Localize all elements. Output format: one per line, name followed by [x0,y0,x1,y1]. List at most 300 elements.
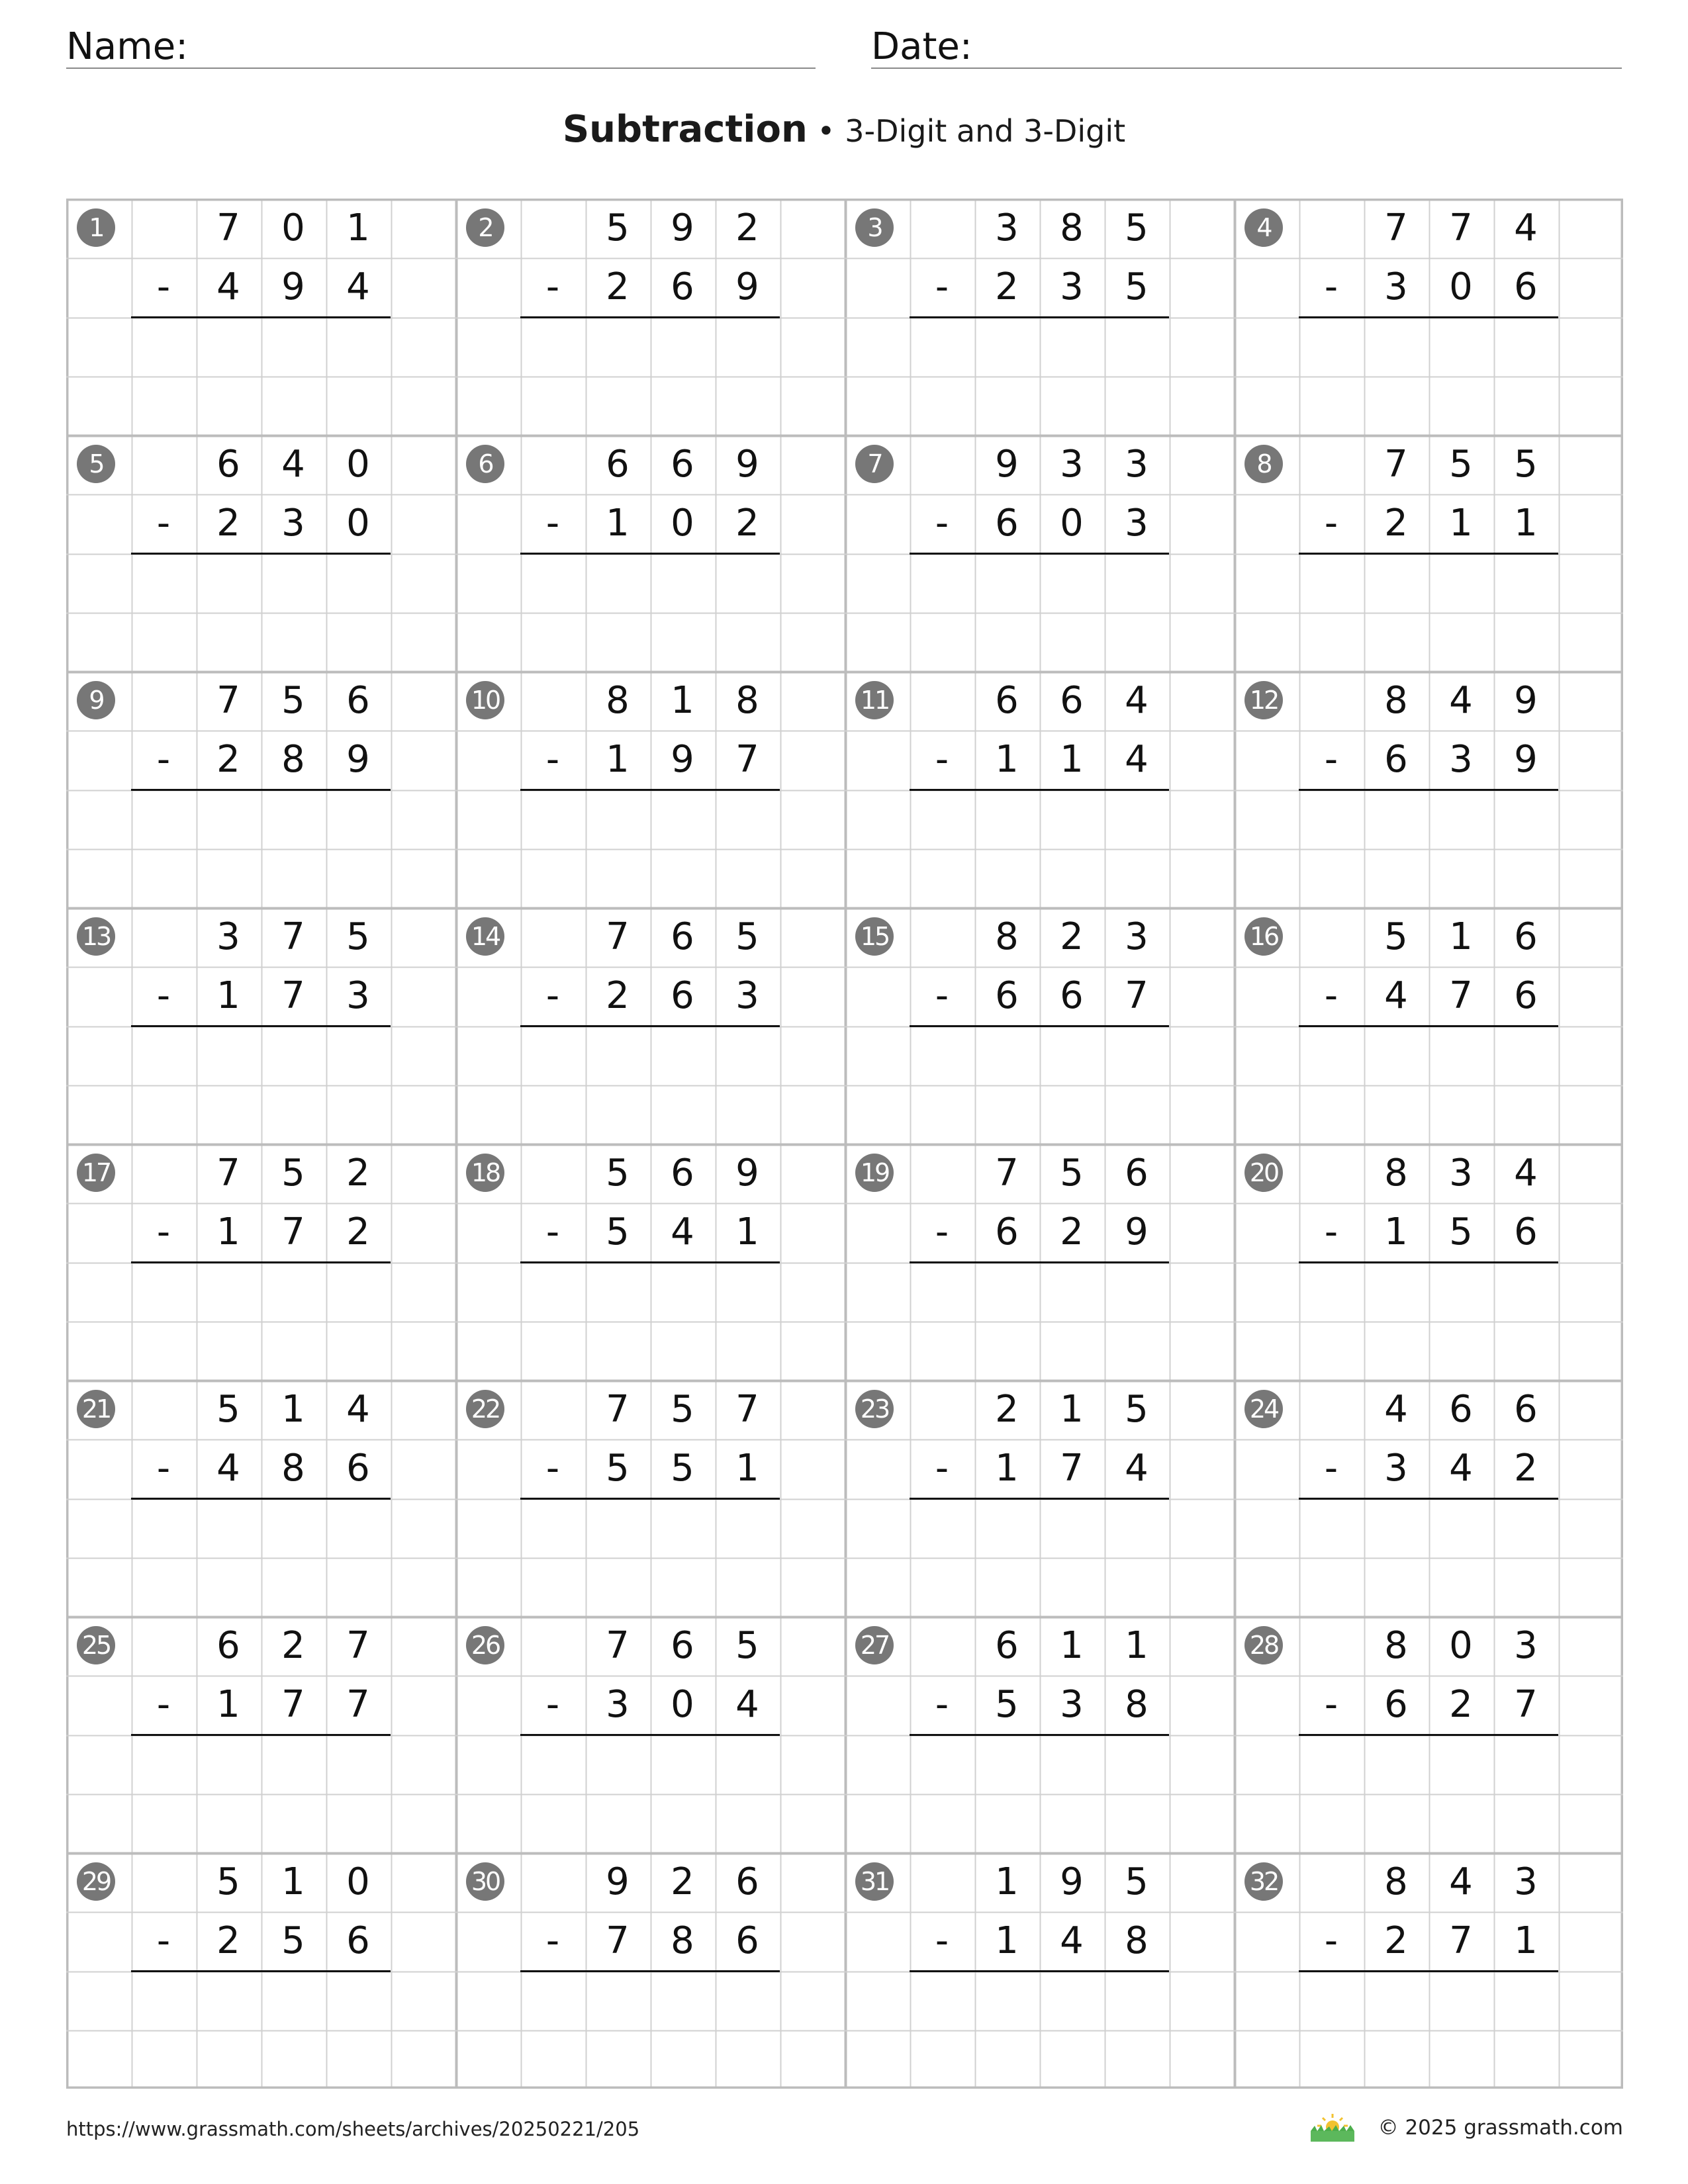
problem-number-badge: 12 [1244,681,1283,719]
minuend-digit: 6 [735,1860,759,1903]
minuend-digit: 6 [1060,679,1084,722]
subtrahend-digit: 9 [346,738,370,782]
minus-sign: - [545,265,560,309]
subtrahend-digit: 7 [281,1683,305,1727]
subtrahend-digit: 3 [1384,1447,1408,1490]
minuend-digit: 0 [281,206,305,250]
minuend-digit: 2 [281,1624,305,1667]
answer-area[interactable] [131,791,391,907]
minuend-digit: 8 [1060,206,1084,250]
grass-sun-icon [1309,2113,1356,2143]
subtrahend-digit: 6 [671,974,694,1018]
subtrahend-digit: 4 [735,1683,759,1727]
footer-copyright: © 2025 grassmath.com [1378,2116,1623,2140]
problem-number-badge: 30 [466,1862,504,1901]
minuend-digit: 3 [1514,1624,1538,1667]
subtrahend-digit: 1 [1449,502,1473,545]
subtrahend-digit: 2 [1060,1210,1084,1254]
name-label: Name: [66,25,189,68]
minuend-digit: 2 [1060,915,1084,958]
minuend-digit: 9 [606,1860,630,1903]
subtrahend-digit: 1 [606,502,630,545]
minuend-digit: 1 [346,206,370,250]
minuend-digit: 1 [1060,1624,1084,1667]
answer-area[interactable] [520,555,780,670]
subtrahend-digit: 1 [735,1447,759,1490]
footer-url: https://www.grassmath.com/sheets/archives/20250221/205 [66,2118,640,2140]
subtrahend-digit: 0 [346,502,370,545]
subtrahend-digit: 7 [1449,974,1473,1018]
subtrahend-digit: 6 [1384,738,1408,782]
minuend-digit: 5 [671,1388,694,1431]
minuend-digit: 4 [346,1388,370,1431]
minuend-digit: 8 [995,915,1019,958]
subtrahend-digit: 6 [1384,1683,1408,1727]
minus-sign: - [156,1919,171,1963]
subtrahend-digit: 4 [1060,1919,1084,1963]
problem-number-badge: 18 [466,1154,504,1192]
problem-number-badge: 9 [77,681,115,719]
title-main: Subtraction [562,108,808,151]
subtrahend-digit: 2 [216,738,240,782]
problem-number-badge: 1 [77,208,115,247]
minuend-digit: 6 [1514,1388,1538,1431]
minuend-digit: 5 [606,1152,630,1195]
minuend-digit: 1 [995,1860,1019,1903]
minuend-digit: 4 [281,443,305,486]
subtrahend-digit: 6 [346,1447,370,1490]
minus-sign: - [156,1683,171,1727]
worksheet-title [0,106,1688,155]
subtrahend-digit: 7 [1125,974,1149,1018]
minuend-digit: 1 [671,679,694,722]
subtrahend-digit: 0 [671,1683,694,1727]
subtrahend-digit: 5 [1449,1210,1473,1254]
answer-area[interactable] [1299,1972,1558,2088]
minus-sign: - [545,1919,560,1963]
minus-sign: - [1324,738,1338,782]
problem-number-badge: 27 [855,1626,894,1664]
answer-area[interactable] [910,1736,1169,1852]
subtrahend-digit: 6 [1060,974,1084,1018]
answer-area[interactable] [910,318,1169,434]
minus-sign: - [935,974,949,1018]
subtrahend-digit: 6 [995,1210,1019,1254]
subtrahend-digit: 5 [281,1919,305,1963]
problem-number-badge: 21 [77,1390,115,1428]
problem-number-badge: 11 [855,681,894,719]
answer-area[interactable] [910,1027,1169,1143]
minuend-digit: 6 [671,1624,694,1667]
subtrahend-digit: 5 [606,1210,630,1254]
problem-number-badge: 7 [855,445,894,483]
minuend-digit: 7 [606,1624,630,1667]
minuend-digit: 5 [1125,1388,1149,1431]
subtrahend-digit: 7 [346,1683,370,1727]
subtrahend-digit: 1 [735,1210,759,1254]
problem-number-badge: 19 [855,1154,894,1192]
minus-sign: - [935,1210,949,1254]
subtrahend-digit: 9 [671,738,694,782]
minuend-digit: 6 [671,1152,694,1195]
subtrahend-digit: 1 [1384,1210,1408,1254]
minuend-digit: 5 [281,679,305,722]
subtrahend-digit: 7 [1514,1683,1538,1727]
minuend-digit: 6 [995,679,1019,722]
minus-sign: - [545,1683,560,1727]
minuend-digit: 4 [1449,679,1473,722]
subtrahend-digit: 8 [1125,1683,1149,1727]
subtrahend-digit: 3 [735,974,759,1018]
answer-area[interactable] [1299,1500,1558,1615]
problem-number-badge: 5 [77,445,115,483]
subtrahend-digit: 2 [216,502,240,545]
subtrahend-digit: 6 [1514,1210,1538,1254]
subtrahend-digit: 1 [1060,738,1084,782]
minuend-digit: 5 [281,1152,305,1195]
minuend-digit: 2 [346,1152,370,1195]
minus-sign: - [156,1210,171,1254]
subtrahend-digit: 6 [735,1919,759,1963]
answer-area[interactable] [910,1500,1169,1615]
minus-sign: - [1324,1683,1338,1727]
minuend-digit: 4 [1514,206,1538,250]
minuend-digit: 6 [216,1624,240,1667]
minuend-digit: 7 [606,1388,630,1431]
subtrahend-digit: 4 [1125,738,1149,782]
answer-area[interactable] [520,1027,780,1143]
answer-area[interactable] [910,1263,1169,1379]
answer-area[interactable] [520,1500,780,1615]
problem-number-badge: 29 [77,1862,115,1901]
answer-area[interactable] [1299,1263,1558,1379]
subtrahend-digit: 7 [1060,1447,1084,1490]
subtrahend-digit: 1 [1514,502,1538,545]
answer-area[interactable] [910,1972,1169,2088]
answer-area[interactable] [910,791,1169,907]
answer-area[interactable] [131,1027,391,1143]
answer-area[interactable] [1299,555,1558,670]
minuend-digit: 5 [735,915,759,958]
problem-number-badge: 24 [1244,1390,1283,1428]
answer-area[interactable] [131,1736,391,1852]
minuend-digit: 7 [281,915,305,958]
minuend-digit: 8 [1384,1860,1408,1903]
minuend-digit: 6 [1125,1152,1149,1195]
minuend-digit: 5 [1449,443,1473,486]
name-field[interactable] [66,26,816,69]
minus-sign: - [545,738,560,782]
minuend-digit: 7 [1449,206,1473,250]
subtrahend-digit: 9 [281,265,305,309]
subtrahend-digit: 9 [735,265,759,309]
minuend-digit: 7 [216,679,240,722]
minuend-digit: 3 [1125,915,1149,958]
minuend-digit: 5 [346,915,370,958]
problem-number-badge: 32 [1244,1862,1283,1901]
minus-sign: - [156,1447,171,1490]
problem-number-badge: 22 [466,1390,504,1428]
subtrahend-digit: 7 [606,1919,630,1963]
subtrahend-digit: 6 [995,974,1019,1018]
subtrahend-digit: 3 [281,502,305,545]
problem-number-badge: 10 [466,681,504,719]
subtrahend-digit: 3 [1449,738,1473,782]
subtrahend-digit: 0 [1060,502,1084,545]
subtrahend-digit: 6 [1514,974,1538,1018]
minuend-digit: 9 [735,443,759,486]
minuend-digit: 9 [735,1152,759,1195]
subtrahend-digit: 2 [216,1919,240,1963]
problem-number-badge: 28 [1244,1626,1283,1664]
subtrahend-digit: 0 [1449,265,1473,309]
minuend-digit: 3 [216,915,240,958]
problem-number-badge: 26 [466,1626,504,1664]
subtrahend-digit: 1 [995,738,1019,782]
minuend-digit: 5 [1514,443,1538,486]
minus-sign: - [935,1683,949,1727]
subtrahend-digit: 8 [671,1919,694,1963]
problem-number-badge: 17 [77,1154,115,1192]
minus-sign: - [1324,1919,1338,1963]
subtrahend-digit: 1 [216,974,240,1018]
answer-area[interactable] [131,1972,391,2088]
minus-sign: - [545,502,560,545]
subtrahend-digit: 2 [606,265,630,309]
answer-area[interactable] [520,791,780,907]
minus-sign: - [1324,265,1338,309]
subtrahend-digit: 4 [1125,1447,1149,1490]
minuend-digit: 5 [606,206,630,250]
minuend-digit: 6 [1449,1388,1473,1431]
subtrahend-digit: 5 [671,1447,694,1490]
minuend-digit: 3 [1060,443,1084,486]
problem-number-badge: 2 [466,208,504,247]
minuend-digit: 7 [606,915,630,958]
minuend-digit: 5 [735,1624,759,1667]
minuend-digit: 9 [671,206,694,250]
minuend-digit: 7 [735,1388,759,1431]
answer-area[interactable] [520,1736,780,1852]
minuend-digit: 6 [995,1624,1019,1667]
problem-number-badge: 15 [855,917,894,956]
minuend-digit: 1 [281,1860,305,1903]
answer-area[interactable] [1299,791,1558,907]
subtrahend-digit: 6 [995,502,1019,545]
minuend-digit: 7 [346,1624,370,1667]
problem-grid [66,199,1623,2089]
minuend-digit: 6 [216,443,240,486]
answer-area[interactable] [1299,1027,1558,1143]
minuend-digit: 2 [671,1860,694,1903]
subtrahend-digit: 3 [1060,1683,1084,1727]
subtrahend-digit: 7 [281,974,305,1018]
answer-area[interactable] [1299,318,1558,434]
minuend-digit: 2 [735,206,759,250]
subtrahend-digit: 5 [995,1683,1019,1727]
subtrahend-digit: 3 [1125,502,1149,545]
minuend-digit: 6 [671,443,694,486]
answer-area[interactable] [520,1263,780,1379]
answer-area[interactable] [131,1500,391,1615]
problem-number-badge: 6 [466,445,504,483]
minuend-digit: 4 [1449,1860,1473,1903]
problem-number-badge: 4 [1244,208,1283,247]
minuend-digit: 7 [1384,206,1408,250]
subtrahend-digit: 7 [281,1210,305,1254]
subtrahend-digit: 2 [1384,502,1408,545]
minus-sign: - [935,265,949,309]
subtrahend-digit: 7 [735,738,759,782]
subtrahend-digit: 6 [671,265,694,309]
subtrahend-digit: 2 [1514,1447,1538,1490]
footer-brand [1309,2113,1623,2143]
subtrahend-digit: 2 [995,265,1019,309]
minuend-digit: 4 [1514,1152,1538,1195]
minus-sign: - [156,502,171,545]
minus-sign: - [935,738,949,782]
minuend-digit: 9 [995,443,1019,486]
minuend-digit: 6 [1514,915,1538,958]
minuend-digit: 0 [1449,1624,1473,1667]
answer-area[interactable] [910,555,1169,670]
problem-number-badge: 14 [466,917,504,956]
minuend-digit: 7 [995,1152,1019,1195]
minuend-digit: 4 [1125,679,1149,722]
minus-sign: - [935,502,949,545]
subtrahend-digit: 2 [1449,1683,1473,1727]
problem-number-badge: 25 [77,1626,115,1664]
minuend-digit: 2 [995,1388,1019,1431]
problem-number-badge: 20 [1244,1154,1283,1192]
minus-sign: - [1324,1210,1338,1254]
minuend-digit: 1 [1060,1388,1084,1431]
minus-sign: - [545,1210,560,1254]
subtrahend-digit: 1 [1514,1919,1538,1963]
title-bullet: • [807,113,845,149]
subtrahend-digit: 9 [1514,738,1538,782]
minus-sign: - [1324,1447,1338,1490]
minuend-digit: 5 [216,1860,240,1903]
minuend-digit: 7 [1384,443,1408,486]
minuend-digit: 8 [735,679,759,722]
minus-sign: - [156,265,171,309]
minuend-digit: 3 [1125,443,1149,486]
subtrahend-digit: 4 [216,1447,240,1490]
subtrahend-digit: 5 [606,1447,630,1490]
minuend-digit: 8 [1384,679,1408,722]
subtrahend-digit: 4 [1449,1447,1473,1490]
subtrahend-digit: 9 [1125,1210,1149,1254]
subtrahend-digit: 2 [346,1210,370,1254]
minuend-digit: 7 [216,1152,240,1195]
minuend-digit: 1 [1449,915,1473,958]
subtrahend-digit: 6 [346,1919,370,1963]
subtrahend-digit: 8 [281,738,305,782]
minus-sign: - [545,974,560,1018]
minus-sign: - [1324,974,1338,1018]
subtrahend-digit: 4 [346,265,370,309]
minuend-digit: 6 [671,915,694,958]
subtrahend-digit: 1 [995,1447,1019,1490]
answer-area[interactable] [1299,1736,1558,1852]
minuend-digit: 3 [995,206,1019,250]
problem-number-badge: 16 [1244,917,1283,956]
subtrahend-digit: 1 [606,738,630,782]
subtrahend-digit: 2 [1384,1919,1408,1963]
answer-area[interactable] [520,318,780,434]
subtrahend-digit: 4 [1384,974,1408,1018]
subtrahend-digit: 4 [671,1210,694,1254]
minuend-digit: 5 [1060,1152,1084,1195]
minuend-digit: 8 [1384,1152,1408,1195]
minus-sign: - [156,738,171,782]
minuend-digit: 7 [216,206,240,250]
subtrahend-digit: 3 [1384,265,1408,309]
answer-area[interactable] [131,1263,391,1379]
subtrahend-digit: 1 [995,1919,1019,1963]
subtrahend-digit: 0 [671,502,694,545]
minuend-digit: 0 [346,443,370,486]
subtrahend-digit: 3 [1060,265,1084,309]
minuend-digit: 5 [216,1388,240,1431]
minuend-digit: 6 [346,679,370,722]
minuend-digit: 4 [1384,1388,1408,1431]
problem-number-badge: 8 [1244,445,1283,483]
subtrahend-digit: 2 [735,502,759,545]
problem-number-badge: 23 [855,1390,894,1428]
minuend-digit: 1 [1125,1624,1149,1667]
subtrahend-digit: 6 [1514,265,1538,309]
problem-number-badge: 3 [855,208,894,247]
problem-number-badge: 13 [77,917,115,956]
subtrahend-digit: 8 [1125,1919,1149,1963]
minus-sign: - [935,1919,949,1963]
minuend-digit: 0 [346,1860,370,1903]
minuend-digit: 9 [1060,1860,1084,1903]
minuend-digit: 5 [1125,206,1149,250]
subtrahend-digit: 5 [1125,265,1149,309]
answer-area[interactable] [131,555,391,670]
subtrahend-digit: 7 [1449,1919,1473,1963]
subtrahend-digit: 8 [281,1447,305,1490]
problem-number-badge: 31 [855,1862,894,1901]
subtrahend-digit: 3 [606,1683,630,1727]
minuend-digit: 5 [1125,1860,1149,1903]
subtrahend-digit: 3 [346,974,370,1018]
minuend-digit: 9 [1514,679,1538,722]
date-label: Date: [871,25,972,68]
answer-area[interactable] [520,1972,780,2088]
subtrahend-digit: 4 [216,265,240,309]
minuend-digit: 1 [281,1388,305,1431]
title-subtitle: 3-Digit and 3-Digit [845,113,1126,149]
minuend-digit: 3 [1514,1860,1538,1903]
minuend-digit: 3 [1449,1152,1473,1195]
date-field[interactable] [871,26,1622,69]
minus-sign: - [156,974,171,1018]
minuend-digit: 6 [606,443,630,486]
subtrahend-digit: 2 [606,974,630,1018]
minus-sign: - [935,1447,949,1490]
minuend-digit: 8 [1384,1624,1408,1667]
minuend-digit: 5 [1384,915,1408,958]
answer-area[interactable] [131,318,391,434]
minus-sign: - [1324,502,1338,545]
minus-sign: - [545,1447,560,1490]
subtrahend-digit: 1 [216,1210,240,1254]
minuend-digit: 8 [606,679,630,722]
